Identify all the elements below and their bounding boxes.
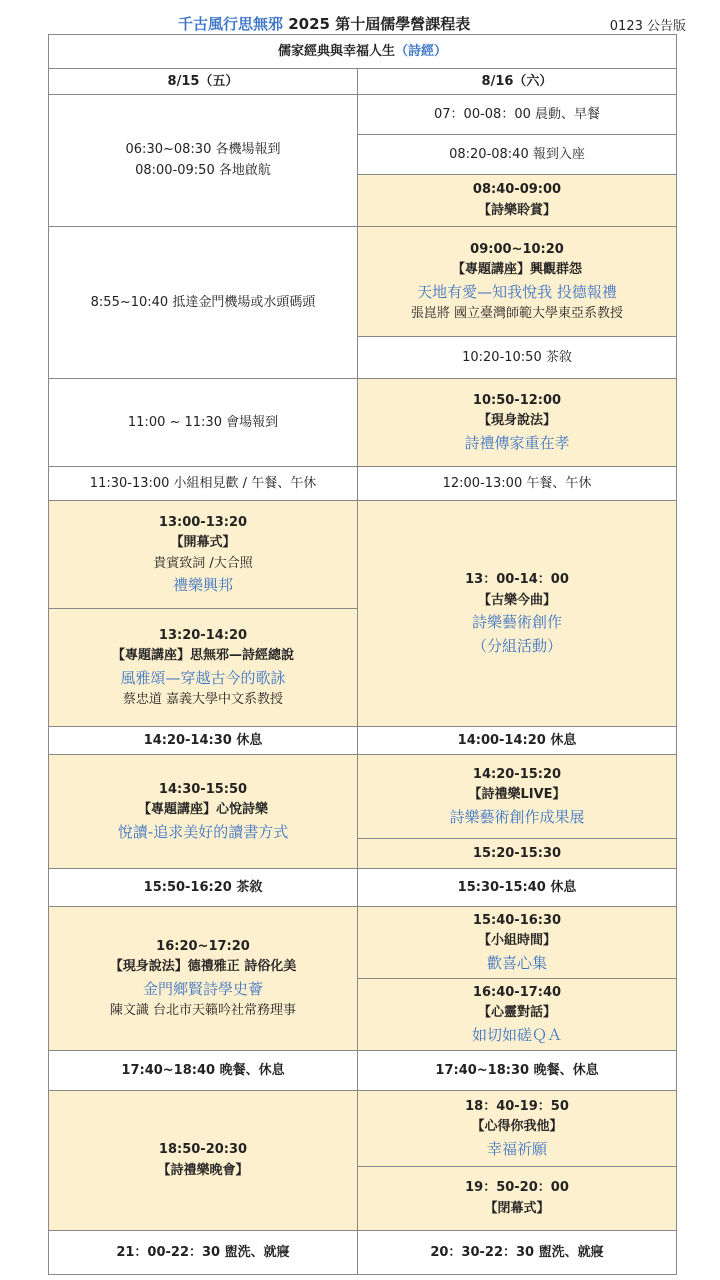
- cell-end-right: 20：30-22：30 盥洗、就寢: [358, 1231, 677, 1275]
- lecture-right-tag: 【專題講座】興觀群怨: [451, 262, 582, 278]
- art-tag: 【古樂今曲】: [477, 592, 556, 608]
- lecture-left-speaker: 蔡忠道 嘉義大學中文系教授: [122, 691, 284, 707]
- cell-break2-right: 15:30-15:40 休息: [358, 869, 677, 907]
- title-main: 2025 第十屆儒學營課程表: [288, 15, 471, 33]
- cell-gala: [49, 1091, 358, 1231]
- theme-text: 儒家經典與幸福人生: [277, 43, 395, 59]
- cell-live: [358, 755, 677, 839]
- cell-talk-right: [358, 379, 677, 467]
- cell-kinmen: 8:55~10:40 抵達金門機場或水頭碼頭: [49, 227, 358, 379]
- lecture-right-time: 09:00~10:20: [470, 241, 564, 257]
- cell-lunch-left: 11:30-13:00 小組相見歡 / 午餐、午休: [49, 467, 358, 501]
- cell-art: [358, 501, 677, 727]
- lecture2-title: 悅讀-追求美好的讀書方式: [117, 822, 289, 841]
- music-tag: 【詩樂聆賞】: [477, 203, 556, 218]
- cell-dinner-right: 17:40~18:30 晚餐、休息: [358, 1051, 677, 1091]
- opening-tag: 【開幕式】: [170, 535, 236, 551]
- cell-arrive: [49, 95, 358, 227]
- cell-heart: [358, 979, 677, 1051]
- lecture2-tag: 【專題講座】心悅詩樂: [137, 802, 268, 818]
- version-label: 0123 公告版: [609, 19, 686, 34]
- theme-highlight: （詩經）: [395, 43, 448, 59]
- page-title: [178, 13, 470, 34]
- cell-slot: 15:20-15:30: [358, 839, 677, 869]
- lecture2-time: 14:30-15:50: [158, 781, 248, 797]
- day-right: 8/16（六）: [358, 69, 677, 95]
- group-tag: 【小組時間】: [477, 933, 556, 949]
- live-title: 詩樂藝術創作成果展: [449, 807, 585, 826]
- group-title: 歡喜心集: [486, 953, 547, 972]
- heart-title: 如切如磋ＱＡ: [471, 1025, 562, 1044]
- heart-time: 16:40-17:40: [472, 984, 562, 1000]
- cell-tea-left: 15:50-16:20 茶敘: [49, 869, 358, 907]
- cell-closing: [358, 1167, 677, 1231]
- live-tag: 【詩禮樂LIVE】: [468, 787, 566, 803]
- group-time: 15:40-16:30: [472, 912, 562, 928]
- share-title: 幸福祈願: [486, 1139, 547, 1158]
- cell-break-right: 14:00-14:20 休息: [358, 727, 677, 755]
- cell-tea-right: 10:20-10:50 茶敘: [358, 337, 677, 379]
- cell-opening: [49, 501, 358, 609]
- lecture-right-speaker: 張崑將 國立臺灣師範大學東亞系教授: [410, 305, 624, 321]
- lecture-left-title: 風雅頌—穿越古今的歌詠: [120, 668, 286, 687]
- talk-right-time: 10:50-12:00: [472, 392, 562, 408]
- schedule-table: [48, 34, 677, 1275]
- lecture-right-title: 天地有愛—知我悅我 投德報禮: [417, 282, 617, 301]
- talk-left-time: 16:20~17:20: [156, 938, 250, 954]
- page-header: [0, 8, 720, 34]
- cell-break-left: 14:20-14:30 休息: [49, 727, 358, 755]
- cell-venue: 11:00 ~ 11:30 會場報到: [49, 379, 358, 467]
- lecture-left-time: 13:20-14:20: [158, 627, 248, 643]
- talk-left-title: 金門鄉賢詩學史薈: [142, 979, 263, 998]
- cell-lecture-left: [49, 609, 358, 727]
- gala-tag: 【詩禮樂晚會】: [157, 1163, 249, 1178]
- closing-time: 19：50-20：00: [465, 1180, 569, 1196]
- live-time: 14:20-15:20: [472, 766, 562, 782]
- opening-sub: 貴賓致詞 /大合照: [153, 555, 253, 571]
- cell-share: [358, 1091, 677, 1167]
- talk-right-tag: 【現身說法】: [477, 413, 556, 429]
- cell-seat: 08:20-08:40 報到入座: [358, 135, 677, 175]
- theme-banner: [49, 35, 677, 69]
- arrive-line-2: 08:00-09:50 各地啟航: [135, 163, 271, 178]
- art-sub: （分組活動）: [471, 636, 562, 655]
- cell-group: [358, 907, 677, 979]
- art-title: 詩樂藝術創作: [471, 613, 562, 632]
- music-time: 08:40-09:00: [472, 182, 562, 198]
- opening-title: 禮樂興邦: [172, 576, 233, 595]
- cell-music: [358, 175, 677, 227]
- lecture-left-tag: 【專題講座】思無邪—詩經總說: [111, 648, 294, 664]
- cell-end-left: 21：00-22：30 盥洗、就寢: [49, 1231, 358, 1275]
- cell-talk-left: [49, 907, 358, 1051]
- share-time: 18：40-19：50: [465, 1098, 569, 1114]
- day-left: 8/15（五）: [49, 69, 358, 95]
- heart-tag: 【心靈對話】: [477, 1005, 556, 1021]
- gala-time: 18:50-20:30: [158, 1142, 248, 1158]
- title-highlight: 千古風行思無邪: [178, 15, 284, 33]
- cell-lunch-right: 12:00-13:00 午餐、午休: [358, 467, 677, 501]
- cell-lecture-right: [358, 227, 677, 337]
- cell-lecture2: [49, 755, 358, 869]
- cell-dinner-left: 17:40~18:40 晚餐、休息: [49, 1051, 358, 1091]
- arrive-line-1: 06:30~08:30 各機場報到: [125, 142, 281, 158]
- cell-morning: 07：00-08：00 晨動、早餐: [358, 95, 677, 135]
- talk-left-speaker: 陳文識 台北市天籟吟社常務理事: [109, 1002, 297, 1018]
- talk-right-title: 詩禮傳家重在孝: [464, 433, 570, 452]
- closing-tag: 【閉幕式】: [484, 1201, 550, 1216]
- opening-time: 13:00-13:20: [158, 514, 248, 530]
- share-tag: 【心得你我他】: [471, 1119, 563, 1135]
- talk-left-tag: 【現身說法】德禮雅正 詩俗化美: [109, 959, 297, 975]
- art-time: 13：00-14：00: [465, 572, 569, 588]
